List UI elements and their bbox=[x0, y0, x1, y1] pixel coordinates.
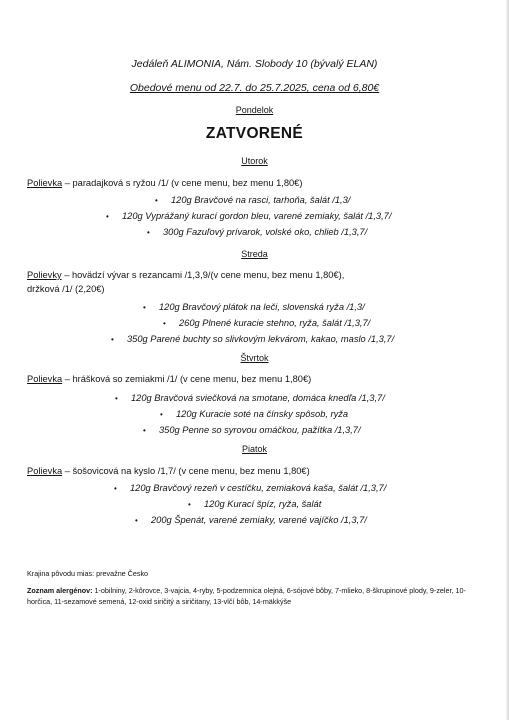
thursday-soup bbox=[27, 372, 477, 386]
friday-soup bbox=[27, 464, 477, 478]
menu-item: • 120g Bravčové na rasci, tarhoňa, šalát /1,3/ bbox=[155, 195, 351, 205]
menu-item: • 120g Kurací špíz, ryža, šalát bbox=[188, 499, 322, 509]
soup-label: Polievky bbox=[27, 270, 62, 280]
day-tuesday-label: Utorok bbox=[241, 156, 268, 166]
soup-text: – hrášková so zemiakmi /1/ (v cene menu, bez menu 1,80€) bbox=[62, 374, 312, 384]
menu-item: • 120g Kuracie soté na čínsky spôsob, ryža bbox=[160, 409, 349, 419]
menu-period: Obedové menu od 22.7. do 25.7.2025, cena od 6,80€ bbox=[129, 82, 380, 94]
allergens-text: 1-obilniny, 2-kôrovce, 3-vajcia, 4-ryby, 5-podzemnica olejná, 6-sójové bôby, 7-mlieko, 8-škrupinové plody, 9-zeler, 10-horčica, 11-sezamové semená, 12-oxid siričitý a siričitany, 13-vlčí bôb, 14-mäkkýše bbox=[27, 586, 466, 606]
day-monday-label: Pondelok bbox=[235, 105, 274, 115]
soup-label: Polievka bbox=[27, 374, 63, 384]
day-monday-status: ZATVORENÉ bbox=[205, 125, 304, 142]
allergens-list bbox=[27, 586, 472, 607]
menu-item: • 120g Bravčový plátok na leči, slovenská ryža /1,3/ bbox=[143, 302, 365, 312]
soup-label: Polievka bbox=[27, 466, 63, 476]
soup-label: Polievka bbox=[27, 178, 63, 188]
tuesday-soup bbox=[27, 176, 477, 190]
menu-item: • 120g Vyprážaný kurací gordon bleu, varené zemiaky, šalát /1,3,7/ bbox=[106, 211, 392, 221]
menu-item: • 200g Špenát, varené zemiaky, varené vajíčko /1,3,7/ bbox=[135, 515, 367, 525]
allergens-label: Zoznam alergénov: bbox=[27, 586, 93, 595]
menu-item: • 120g Bravčový rezeň v cestíčku, zemiaková kaša, šalát /1,3,7/ bbox=[114, 483, 387, 493]
menu-item: • 350g Parené buchty so slivkovým lekvárom, kakao, maslo /1,3,7/ bbox=[111, 334, 395, 344]
soup-text-2: držková /1/ (2,20€) bbox=[27, 284, 105, 294]
soup-text: – hovädzí vývar s rezancami /1,3,9/(v cene menu, bez menu 1,80€), bbox=[61, 270, 345, 280]
soup-text: – paradajková s ryžou /1/ (v cene menu, bez menu 1,80€) bbox=[62, 178, 303, 188]
menu-item: • 300g Fazuľový prívarok, volské oko, chlieb /1,3,7/ bbox=[147, 227, 368, 237]
day-friday-label: Piatok bbox=[241, 444, 267, 454]
day-thursday-label: Štvrtok bbox=[240, 353, 269, 363]
wednesday-soup bbox=[27, 268, 477, 296]
menu-item: • 350g Penne so syrovou omáčkou, pažítka /1,3,7/ bbox=[143, 425, 361, 435]
day-wednesday-label: Streda bbox=[241, 249, 268, 259]
restaurant-title: Jedáleň ALIMONIA, Nám. Slobody 10 (bývalý ELAN) bbox=[131, 58, 378, 70]
soup-text: – šošovicová na kyslo /1,7/ (v cene menu, bez menu 1,80€) bbox=[62, 466, 310, 476]
menu-item: • 120g Bravčová sviečková na smotane, domáca knedľa /1,3,7/ bbox=[115, 393, 385, 403]
menu-item: • 260g Plnené kuracie stehno, ryža, šalát /1,3,7/ bbox=[163, 318, 371, 328]
meat-origin-note: Krajina pôvodu mias: prevažne Česko bbox=[27, 569, 149, 578]
